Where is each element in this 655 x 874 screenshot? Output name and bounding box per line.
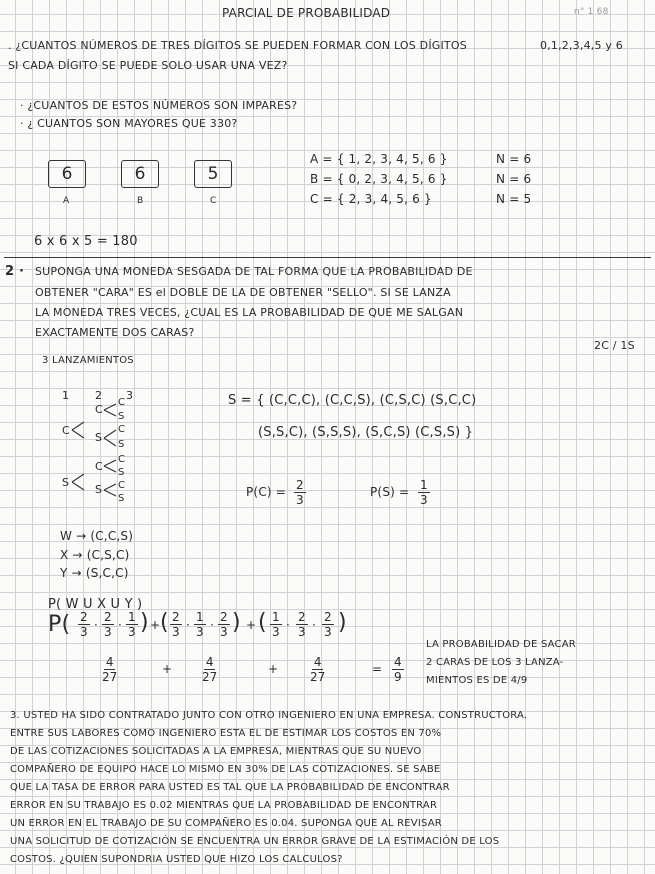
q3-line-8: UNA SOLICITUD DE COTIZACIÓN SE ENCUENTRA UN ERROR GRAVE DE LA ESTIMACIÓN DE LOS [10,836,500,847]
q3-line-7: UN ERROR EN EL TRABAJO DE SU COMPAÑERO ES 0.04. SUPONGA QUE AL REVISAR [10,818,442,829]
page-title: PARCIAL DE PROBABILIDAD [222,6,391,20]
digit-box-b-value: 6 [134,164,146,184]
plus-2: + [246,618,257,632]
t2-f2-den: 3 [196,625,204,639]
final-result-den: 9 [394,670,402,684]
branch-c [72,422,84,438]
t1-f3-num: 1 [128,610,136,624]
t2-open: ( [160,610,169,635]
tree-node-cs: S [95,431,103,444]
tree-node-c: C [62,424,70,437]
t1-f3 [126,610,138,639]
digit-box-a [48,160,86,188]
t1-f1 [78,610,90,639]
p-cara-den: 3 [296,493,304,507]
q1-subquestion-2: · ¿ CUANTOS SON MAYORES QUE 330? [20,117,238,130]
event-w: W → (C,C,S) [60,529,134,543]
partial-3-den: 27 [310,670,326,684]
q3-line-2: ENTRE SUS LABORES COMO INGENIERO ESTA EL DE ESTIMAR LOS COSTOS EN 70% [10,728,442,739]
partial-3-num: 4 [313,655,322,669]
t3-f2-num: 2 [298,610,306,624]
conclusion-line-3: MIENTOS ES DE 4/9 [426,675,528,686]
q3-line-1: 3. USTED HA SIDO CONTRATADO JUNTO CON OTRO INGENIERO EN UNA EMPRESA. CONSTRUCTORA. [10,710,528,721]
partial-2-den: 27 [202,670,218,684]
digit-box-b-label: B [137,196,144,206]
t1-f2-den: 3 [104,625,112,639]
t2-f3 [218,610,230,639]
tree-leaf-ccs: S [118,411,125,422]
tree-level-1: 1 [62,389,70,402]
tree-node-ss: S [95,483,103,496]
branch-cc [104,404,116,416]
branch-ss [104,484,116,496]
t3-f1-den: 3 [272,625,280,639]
tree-leaf-scs: S [118,467,125,478]
t1-dot-1: · [94,618,99,632]
set-b-count: N = 6 [496,172,532,186]
tree-leaf-ccc: C [118,397,126,408]
set-a-count: N = 6 [496,152,532,166]
sample-space-line-1: S = { (C,C,C), (C,C,S), (C,S,C) (S,C,C) [228,393,477,408]
t3-f1 [270,610,282,639]
union-probability: P( W U X U Y ) [48,597,143,612]
t2-f1 [170,610,182,639]
tree-leaf-csc: C [118,424,126,435]
t3-dot-2: · [312,618,317,632]
t1-f3-den: 3 [128,625,136,639]
digit-box-c-label: C [210,196,217,206]
q2-line-2: OBTENER "CARA" ES el DOBLE DE LA DE OBTENER "SELLO". SI SE LANZA [35,286,451,299]
p-sello-num: 1 [420,478,428,492]
partial-1-den: 27 [102,670,118,684]
t2-f3-den: 3 [220,625,228,639]
q1-product: 6 x 6 x 5 = 180 [34,234,138,249]
set-c: C = { 2, 3, 4, 5, 6 } [310,192,432,206]
q2-side-note: 2C / 1S [594,339,635,352]
t3-f1-num: 1 [272,610,280,624]
q3-line-5: QUE LA TASA DE ERROR PARA USTED ES TAL QUE LA PROBABILIDAD DE ENCONTRAR [10,782,450,793]
tree-leaf-scc: C [118,454,126,465]
t3-f2-den: 3 [298,625,306,639]
t1-f2-num: 2 [104,610,112,624]
p-sello-fraction [418,478,430,507]
tree-leaf-css: S [118,439,125,450]
plus-3: + [162,662,173,676]
q3-line-3: DE LAS COTIZACIONES SOLICITADAS A LA EMPRESA, MIENTRAS QUE SU NUEVO [10,746,422,757]
final-result-num: 4 [394,655,402,669]
page-number: n° 1 68 [574,7,609,17]
section-divider [4,257,651,258]
tree-branches [56,397,156,500]
q1-digits: 0,1,2,3,4,5 y 6 [540,39,623,52]
digit-box-a-label: A [63,196,70,206]
tree-leaf-sss: S [118,493,125,504]
plus-4: + [268,662,279,676]
t3-f3-num: 2 [324,610,332,624]
digit-box-b [121,160,159,188]
t2-f1-den: 3 [172,625,180,639]
t2-close: ) [232,610,241,635]
tree-node-s: S [62,476,70,489]
event-x: X → (C,S,C) [60,548,130,562]
t1-f2 [102,610,114,639]
p-sello-den: 3 [420,493,428,507]
q2-line-4: EXACTAMENTE DOS CARAS? [35,326,195,339]
t2-f3-num: 2 [220,610,228,624]
q1-subquestion-1: · ¿CUANTOS DE ESTOS NÚMEROS SON IMPARES? [20,99,298,112]
t3-f3-den: 3 [324,625,332,639]
t3-close: ) [338,610,347,635]
q2-line-3: LA MONEDA TRES VECES, ¿CUAL ES LA PROBABILIDAD DE QUE ME SALGAN [35,306,464,319]
t3-f3 [322,610,334,639]
equals: = [372,662,383,676]
set-c-count: N = 5 [496,192,532,206]
conclusion-line-2: 2 CARAS DE LOS 3 LANZA- [426,657,564,668]
t2-dot-1: · [186,618,191,632]
branch-cs [104,430,116,446]
set-b: B = { 0, 2, 3, 4, 5, 6 } [310,172,448,186]
tree-node-sc: C [95,460,103,473]
q2-number: 2 · [5,264,25,279]
digit-box-a-value: 6 [61,164,73,184]
plus-1: + [150,618,161,632]
tree-node-cc: C [95,403,103,416]
tree-level-3: 3 [126,389,134,402]
t2-f2 [194,610,206,639]
tree-level-2: 2 [95,389,103,402]
t1-f1-den: 3 [80,625,88,639]
event-y: Y → (S,C,C) [60,566,129,580]
t1-close: ) [140,610,149,635]
launches-label: 3 LANZAMIENTOS [42,355,134,366]
t2-f2-num: 1 [196,610,204,624]
t2-dot-2: · [210,618,215,632]
q3-line-6: ERROR EN SU TRABAJO ES 0.02 MIENTRAS QUE LA PROBABILIDAD DE ENCONTRAR [10,800,438,811]
partial-2-num: 4 [205,655,214,669]
p-sello-label: P(S) = [370,485,410,499]
t3-open: ( [258,610,267,635]
t1-dot-2: · [118,618,123,632]
q2-line-1: SUPONGA UNA MONEDA SESGADA DE TAL FORMA QUE LA PROBABILIDAD DE [35,265,473,278]
p-cara-fraction [294,478,306,507]
open-p: P( [48,612,71,637]
t2-f1-num: 2 [172,610,180,624]
tree-leaf-ssc: C [118,480,126,491]
partial-2 [202,655,217,684]
p-cara-num: 2 [296,478,304,492]
t1-f1-num: 2 [80,610,88,624]
q3-line-4: COMPAÑERO DE EQUIPO HACE LO MISMO EN 30% DE LAS COTIZACIONES. SE SABE [10,764,441,775]
branch-sc [104,460,116,472]
sample-space-line-2: (S,S,C), (S,S,S), (S,C,S) (C,S,S) } [258,425,474,440]
p-cara-label: P(C) = [246,485,287,499]
conclusion-line-1: LA PROBABILIDAD DE SACAR [426,639,576,650]
partial-1 [102,655,117,684]
branch-s [72,474,84,490]
t3-dot-1: · [286,618,291,632]
digit-box-c-value: 5 [207,164,219,184]
set-a: A = { 1, 2, 3, 4, 5, 6 } [310,152,448,166]
q1-line-1: . ¿CUANTOS NÚMEROS DE TRES DÍGITOS SE PUEDEN FORMAR CON LOS DÍGITOS [8,39,467,52]
partial-3 [310,655,325,684]
partial-1-num: 4 [105,655,114,669]
t3-f2 [296,610,308,639]
digit-box-c [194,160,232,188]
q1-line-2: SI CADA DÍGITO SE PUEDE SOLO USAR UNA VEZ? [8,59,288,72]
q3-line-9: COSTOS. ¿QUIEN SUPONDRIA USTED QUE HIZO LOS CALCULOS? [10,854,343,865]
final-result [392,655,404,684]
